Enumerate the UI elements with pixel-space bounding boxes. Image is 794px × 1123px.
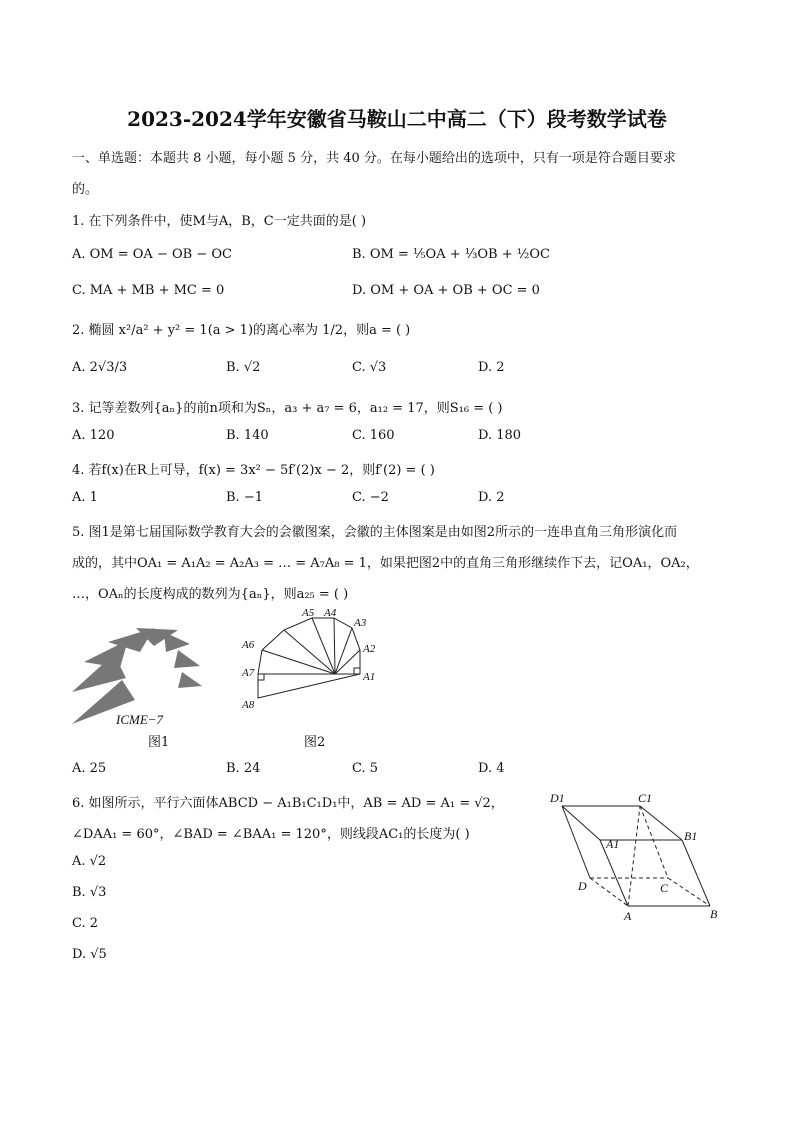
q4-stem: 4. 若f(x)在R上可导，f(x) = 3x² − 5f′(2)x − 2，则f′(2) = ( ) [72, 463, 435, 478]
q2-option-b: B. √2 [226, 360, 261, 375]
q5-option-a: A. 25 [72, 761, 107, 776]
q1-option-a: A. OM = OA − OB − OC [72, 247, 232, 262]
label-a5: A5 [302, 607, 315, 619]
label-c1: C1 [638, 791, 653, 805]
q3-option-b: B. 140 [226, 428, 269, 443]
q2-option-c: C. √3 [352, 360, 387, 375]
q1-option-c: C. MA + MB + MC = 0 [72, 283, 225, 298]
right-triangle-spiral-figure [240, 604, 380, 716]
label-a8: A8 [242, 699, 255, 711]
q6-line1: 6. 如图所示，平行六面体ABCD − A₁B₁C₁D₁中，AB = AD = A₁ = √2， [72, 796, 504, 811]
section-heading-line2: 的。 [72, 182, 99, 197]
q3-stem: 3. 记等差数列{aₙ}的前n项和为Sₙ，a₃ + a₇ = 6，a₁₂ = 17，则S₁₆ = ( ) [72, 401, 503, 416]
label-a3: A3 [354, 617, 367, 629]
q5-line1: 5. 图1是第七届国际数学教育大会的会徽图案，会徽的主体图案是由如图2所示的一连串直角三角形演化而 [72, 525, 678, 540]
label-b1: B1 [684, 829, 698, 843]
q5-option-b: B. 24 [226, 761, 261, 776]
section-heading-line1: 一、单选题：本题共 8 小题，每小题 5 分，共 40 分。在每小题给出的选项中，只有一项是符合题目要求 [72, 151, 676, 166]
q4-option-b: B. −1 [226, 490, 263, 505]
q4-option-c: C. −2 [352, 490, 389, 505]
q4-option-d: D. 2 [478, 490, 505, 505]
q3-option-c: C. 160 [352, 428, 395, 443]
label-d1: D1 [550, 791, 565, 805]
q4-option-a: A. 1 [72, 490, 98, 505]
q1-option-b: B. OM = ⅕OA + ⅓OB + ½OC [352, 247, 550, 262]
label-a4: A4 [324, 607, 337, 619]
icme-logo-figure [70, 622, 210, 730]
label-d: D [578, 879, 587, 893]
label-b: B [710, 907, 718, 921]
q5-line3: …，OAₙ的长度构成的数列为{aₙ}，则a₂₅ = ( ) [72, 587, 349, 602]
q5-option-d: D. 4 [478, 761, 505, 776]
label-a1: A1 [363, 671, 376, 683]
q1-option-d: D. OM + OA + OB + OC = 0 [352, 283, 540, 298]
q6-option-d: D. √5 [72, 947, 107, 962]
logo-text: ICME−7 [116, 712, 164, 727]
q2-stem: 2. 椭圆 x²/a² + y² = 1(a > 1)的离心率为 1/2，则a = ( ) [72, 323, 411, 338]
page-title: 2023-2024学年安徽省马鞍山二中高二（下）段考数学试卷 [127, 107, 667, 131]
label-a2: A2 [363, 643, 376, 655]
q6-option-c: C. 2 [72, 916, 99, 931]
q6-option-b: B. √3 [72, 885, 107, 900]
label-a7: A7 [242, 667, 255, 679]
label-a6: A6 [242, 639, 255, 651]
q6-option-a: A. √2 [72, 854, 107, 869]
q3-option-d: D. 180 [478, 428, 522, 443]
label-a1: A1 [606, 837, 620, 851]
q3-option-a: A. 120 [72, 428, 115, 443]
q1-stem: 1. 在下列条件中，使M与A，B，C一定共面的是( ) [72, 214, 367, 229]
q2-option-d: D. 2 [478, 360, 505, 375]
q2-option-a: A. 2√3/3 [72, 360, 128, 375]
q5-line2: 成的，其中OA₁ = A₁A₂ = A₂A₃ = … = A₇A₈ = 1，如果把图2中的直角三角形继续作下去，记OA₁，OA₂， [72, 556, 699, 571]
label-a: A [624, 909, 632, 923]
fig2-caption: 图2 [304, 735, 326, 750]
parallelepiped-figure [548, 788, 728, 928]
fig1-caption: 图1 [148, 735, 170, 750]
label-c: C [660, 881, 669, 895]
q5-option-c: C. 5 [352, 761, 379, 776]
q6-line2: ∠DAA₁ = 60°，∠BAD = ∠BAA₁ = 120°，则线段AC₁的长度为( ) [72, 827, 470, 842]
